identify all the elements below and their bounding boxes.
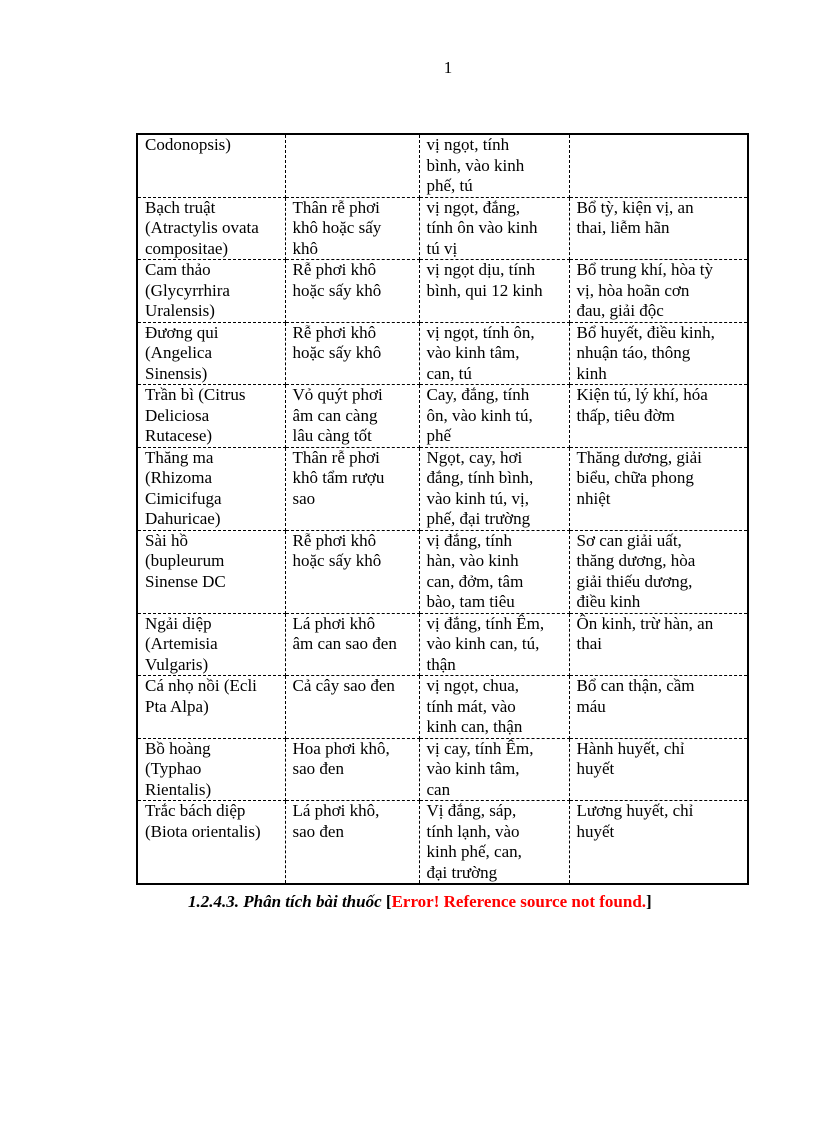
herb-property-cell	[419, 260, 569, 323]
cell-text: Trắc bách diệp (Biota orientalis)	[145, 801, 261, 841]
cell-text: Thân rễ phơi khô tẩm rượu sao	[292, 447, 385, 508]
cell-text: Bổ huyết, điều kinh, nhuận táo, thông kinh	[576, 322, 715, 383]
herb-effect-cell	[569, 260, 748, 323]
cell-text: Rễ phơi khô hoặc sấy khô	[292, 260, 382, 300]
table-row	[137, 801, 748, 885]
section-title: 1.2.4.3. Phân tích bài thuốc	[188, 892, 382, 911]
table-row	[137, 385, 748, 448]
herb-effect-cell	[569, 613, 748, 676]
table-row	[137, 260, 748, 323]
cell-text: Vị đắng, sáp, tính lạnh, vào kinh phế, can, đại trường	[426, 801, 522, 882]
bracket-open: [	[381, 892, 392, 911]
herb-table	[136, 133, 749, 885]
herb-effect-cell	[569, 738, 748, 801]
cell-text: Bổ tỳ, kiện vị, an thai, liễm hãn	[576, 197, 694, 237]
herb-name-cell	[137, 738, 285, 801]
cell-text: Sơ can giải uất, thăng dương, hòa giải thiếu dương, điều kinh	[576, 530, 696, 611]
herb-name-cell	[137, 197, 285, 260]
herb-effect-cell	[569, 385, 748, 448]
herb-name-cell	[137, 322, 285, 385]
herb-part-cell	[285, 676, 419, 739]
herb-part-cell	[285, 801, 419, 885]
herb-part-cell	[285, 385, 419, 448]
cell-text: Hành huyết, chỉ huyết	[576, 738, 685, 778]
reference-error: Error! Reference source not found.	[391, 892, 647, 911]
cell-text: Cả cây sao đen	[292, 676, 395, 695]
herb-property-cell	[419, 385, 569, 448]
herb-part-cell	[285, 613, 419, 676]
cell-text: Thăng dương, giải biểu, chữa phong nhiệt	[576, 447, 702, 508]
cell-text: Sài hồ (bupleurum Sinense DC	[145, 530, 226, 591]
herb-effect-cell	[569, 530, 748, 613]
cell-text: Codonopsis)	[145, 135, 231, 154]
cell-text: Lá phơi khô âm can sao đen	[292, 613, 397, 653]
cell-text: Lương huyết, chỉ huyết	[576, 801, 694, 841]
cell-text: vị ngọt, đắng, tính ôn vào kinh tú vị	[426, 197, 538, 258]
herb-property-cell	[419, 676, 569, 739]
herb-property-cell	[419, 801, 569, 885]
cell-text: vị cay, tính Êm, vào kinh tâm, can	[426, 738, 534, 799]
cell-text: Cá nhọ nồi (Ecli Pta Alpa)	[145, 676, 257, 716]
herb-property-cell	[419, 447, 569, 530]
cell-text: Đương qui (Angelica Sinensis)	[145, 322, 219, 383]
page-number: 1	[443, 58, 453, 77]
herb-part-cell	[285, 322, 419, 385]
herb-part-cell	[285, 134, 419, 197]
table-row	[137, 676, 748, 739]
herb-name-cell	[137, 447, 285, 530]
herb-name-cell	[137, 260, 285, 323]
cell-text: Bổ can thận, cầm máu	[576, 676, 695, 716]
cell-text: Ngọt, cay, hơi đắng, tính bình, vào kinh tú, vị, phế, đại trường	[426, 447, 534, 528]
table-row	[137, 134, 748, 197]
herb-part-cell	[285, 530, 419, 613]
herb-property-cell	[419, 530, 569, 613]
table-row	[137, 613, 748, 676]
cell-text: Rễ phơi khô hoặc sấy khô	[292, 322, 382, 362]
cell-text: Hoa phơi khô, sao đen	[292, 738, 390, 778]
cell-text: Lá phơi khô, sao đen	[292, 801, 380, 841]
table-row	[137, 530, 748, 613]
herb-property-cell	[419, 322, 569, 385]
herb-name-cell	[137, 613, 285, 676]
herb-effect-cell	[569, 197, 748, 260]
herb-effect-cell	[569, 447, 748, 530]
section-heading	[188, 892, 652, 912]
cell-text: Rễ phơi khô hoặc sấy khô	[292, 530, 382, 570]
cell-text: Cam thảo (Glycyrrhira Uralensis)	[145, 260, 230, 320]
herb-name-cell	[137, 385, 285, 448]
cell-text: Ngải diệp (Artemisia Vulgaris)	[145, 613, 218, 674]
herb-part-cell	[285, 447, 419, 530]
herb-effect-cell	[569, 322, 748, 385]
herb-property-cell	[419, 613, 569, 676]
table-row	[137, 197, 748, 260]
herb-effect-cell	[569, 134, 748, 197]
cell-text: Cay, đắng, tính ôn, vào kinh tú, phế	[426, 385, 533, 445]
cell-text: Bổ trung khí, hòa tỳ vị, hòa hoãn cơn đau, giải độc	[576, 260, 713, 320]
herb-property-cell	[419, 134, 569, 197]
table-row	[137, 322, 748, 385]
cell-text: Vỏ quýt phơi âm can càng lâu càng tốt	[292, 385, 383, 445]
cell-text: vị ngọt, tính bình, vào kinh phế, tú	[426, 135, 525, 195]
herb-name-cell	[137, 134, 285, 197]
cell-text: Ôn kinh, trừ hàn, an thai	[576, 613, 714, 653]
herb-table-body	[137, 134, 748, 884]
cell-text: Trần bì (Citrus Deliciosa Rutacese)	[145, 385, 246, 445]
herb-name-cell	[137, 676, 285, 739]
herb-name-cell	[137, 530, 285, 613]
herb-part-cell	[285, 738, 419, 801]
cell-text: Kiện tú, lý khí, hóa thấp, tiêu đờm	[576, 385, 708, 425]
cell-text: vị ngọt, chua, tính mát, vào kinh can, thận	[426, 676, 523, 736]
table-row	[137, 447, 748, 530]
herb-part-cell	[285, 197, 419, 260]
herb-name-cell	[137, 801, 285, 885]
herb-effect-cell	[569, 676, 748, 739]
herb-property-cell	[419, 197, 569, 260]
cell-text: vị đắng, tính Êm, vào kinh can, tú, thận	[426, 613, 545, 674]
table-row	[137, 738, 748, 801]
cell-text: Bồ hoàng (Typhao Rientalis)	[145, 738, 212, 799]
cell-text: Bạch truật (Atractylis ovata compositae)	[145, 197, 259, 258]
herb-part-cell	[285, 260, 419, 323]
bracket-close: ]	[646, 892, 652, 911]
cell-text: Thân rễ phơi khô hoặc sấy khô	[292, 197, 382, 258]
herb-effect-cell	[569, 801, 748, 885]
cell-text: vị ngọt, tính ôn, vào kinh tâm, can, tú	[426, 322, 535, 383]
cell-text: vị đắng, tính hàn, vào kinh can, đởm, tâm bào, tam tiêu	[426, 530, 524, 611]
herb-property-cell	[419, 738, 569, 801]
cell-text: Thăng ma (Rhizoma Cimicifuga Dahuricae)	[145, 447, 222, 528]
cell-text: vị ngọt dịu, tính bình, qui 12 kinh	[426, 260, 543, 300]
